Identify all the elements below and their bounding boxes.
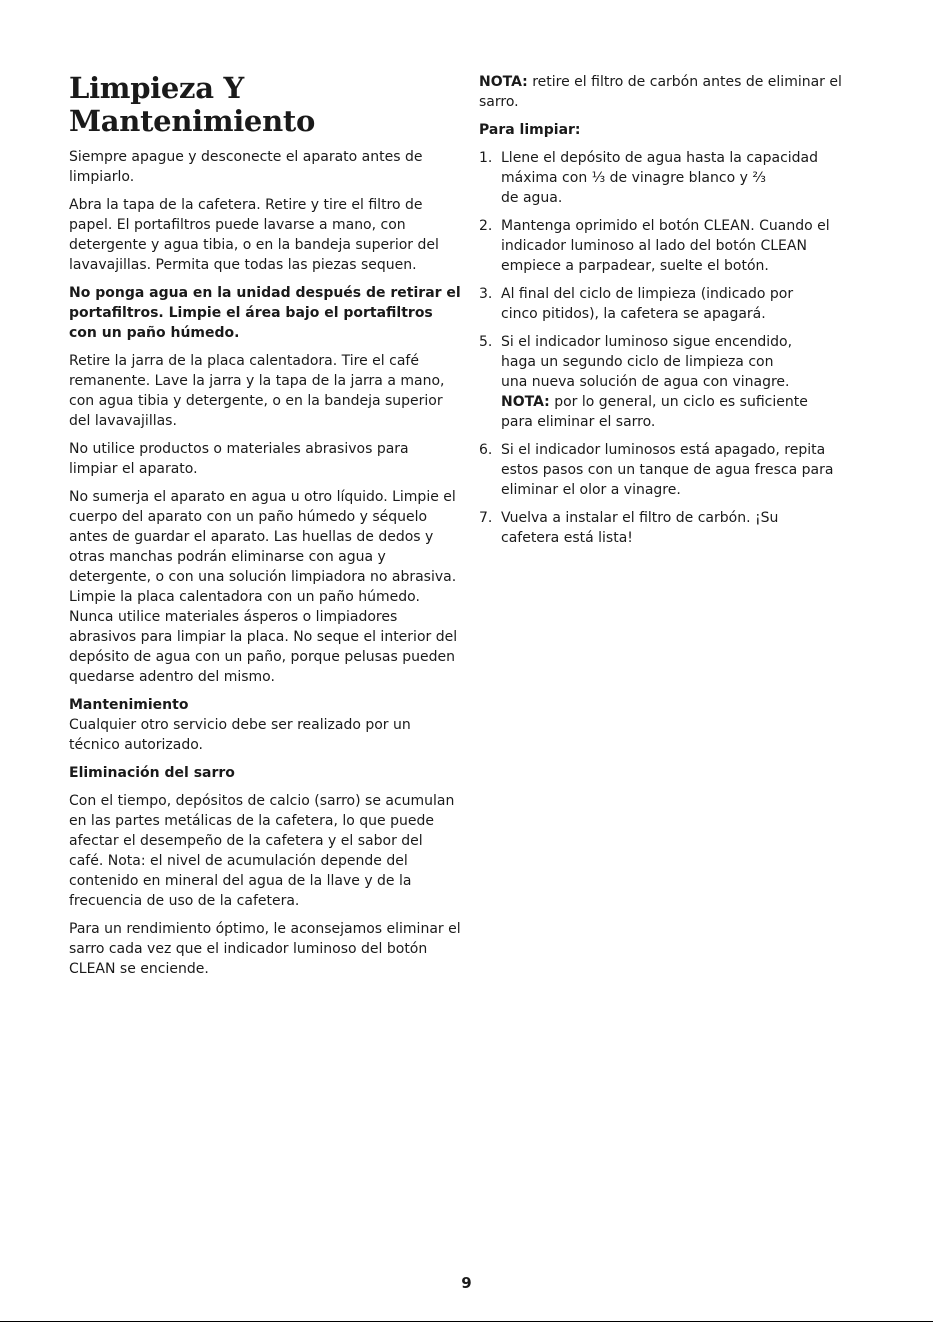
title-line-2: Mantenimiento <box>69 104 315 138</box>
step-text-line: Mantenga oprimido el botón CLEAN. Cuando el <box>501 218 830 234</box>
step-number: 6. <box>479 442 493 458</box>
warning-paragraph: No ponga agua en la unidad después de retirar el portafiltros. Limpie el área bajo el portafiltros con un paño húmedo. <box>69 285 461 341</box>
note-paragraph <box>479 72 874 112</box>
paragraph-unplug: Siempre apague y desconecte el aparato antes de limpiarlo. <box>69 149 423 185</box>
clean-heading: Para limpiar: <box>479 122 581 138</box>
step-text-line: Vuelva a instalar el filtro de carbón. ¡Su <box>501 510 779 526</box>
step-text-line: cafetera está lista! <box>501 530 633 546</box>
step-note-line <box>501 392 874 412</box>
step-text-line: indicador luminoso al lado del botón CLEAN <box>501 238 807 254</box>
step-note-text: por lo general, un ciclo es suficiente <box>549 394 808 410</box>
right-column <box>479 72 874 556</box>
bottom-rule <box>0 1321 933 1322</box>
step-item <box>479 284 874 324</box>
step-note-label: NOTA: <box>501 394 550 410</box>
paragraph-no-submerge: No sumerja el aparato en agua u otro líquido. Limpie el cuerpo del aparato con un paño húmedo y séquelo antes de guardar el aparato. Las huellas de dedos y otras manchas podrán eliminarse con agua y detergente, o con una solución limpiadora no abrasiva. Limpie la placa calentadora con un paño húmedo. Nunca utilice materiales ásperos o limpiadores abrasivos para limpiar la placa. No seque el interior del depósito de agua con un paño, porque pelusas pueden quedarse adentro del mismo. <box>69 489 458 685</box>
step-item <box>479 216 874 276</box>
paragraph-no-abrasives: No utilice productos o materiales abrasivos para limpiar el aparato. <box>69 441 409 477</box>
descaling-heading: Eliminación del sarro <box>69 765 235 781</box>
paragraph-optimal: Para un rendimiento óptimo, le aconsejamos eliminar el sarro cada vez que el indicador luminoso del botón CLEAN se enciende. <box>69 921 461 977</box>
step-text-line: una nueva solución de agua con vinagre. <box>501 374 790 390</box>
step-item <box>479 148 874 208</box>
step-text-line: Al final del ciclo de limpieza (indicado por <box>501 286 794 302</box>
step-note-line <box>501 412 874 432</box>
step-number: 1. <box>479 150 493 166</box>
left-column <box>69 72 461 987</box>
step-number: 3. <box>479 286 493 302</box>
step-number: 5. <box>479 334 493 350</box>
step-item <box>479 332 874 432</box>
step-note-text: para eliminar el sarro. <box>501 414 656 430</box>
page-title <box>69 72 461 138</box>
paragraph-carafe: Retire la jarra de la placa calentadora. Tire el café remanente. Lave la jarra y la tapa de la jarra a mano, con agua tibia y detergente, o en la bandeja superior del lavavajillas. <box>69 353 445 429</box>
step-text-line: empiece a parpadear, suelte el botón. <box>501 258 769 274</box>
step-text-line: cinco pitidos), la cafetera se apagará. <box>501 306 766 322</box>
cleaning-steps-list <box>479 148 874 548</box>
maintenance-text: Cualquier otro servicio debe ser realizado por un técnico autorizado. <box>69 717 411 753</box>
maintenance-section <box>69 695 461 755</box>
step-text-line: Si el indicador luminoso sigue encendido, <box>501 334 793 350</box>
note-label: NOTA: <box>479 74 528 90</box>
step-text-line: haga un segundo ciclo de limpieza con <box>501 354 774 370</box>
step-number: 7. <box>479 510 493 526</box>
paragraph-calcium: Con el tiempo, depósitos de calcio (sarro) se acumulan en las partes metálicas de la cafetera, lo que puede afectar el desempeño de la cafetera y el sabor del café. Nota: el nivel de acumulación depende del contenido en mineral del agua de la llave y de la frecuencia de uso de la cafetera. <box>69 793 455 909</box>
step-text-line: Si el indicador luminosos está apagado, repita <box>501 442 826 458</box>
step-text-line: de agua. <box>501 190 563 206</box>
maintenance-heading: Mantenimiento <box>69 697 189 713</box>
step-number: 2. <box>479 218 493 234</box>
page-number: 9 <box>461 1274 472 1292</box>
step-item <box>479 508 874 548</box>
title-line-1: Limpieza Y <box>69 71 244 105</box>
note-text: retire el filtro de carbón antes de eliminar el sarro. <box>479 74 842 110</box>
paragraph-filter: Abra la tapa de la cafetera. Retire y tire el filtro de papel. El portafiltros puede lavarse a mano, con detergente y agua tibia, o en la bandeja superior del lavavajillas. Permita que todas las piezas sequen. <box>69 197 439 273</box>
step-text-line: Llene el depósito de agua hasta la capacidad <box>501 150 819 166</box>
step-text-line: máxima con ⅓ de vinagre blanco y ⅔ <box>501 170 766 186</box>
step-item <box>479 440 874 500</box>
step-text-line: eliminar el olor a vinagre. <box>501 482 681 498</box>
step-text-line: estos pasos con un tanque de agua fresca para <box>501 462 834 478</box>
